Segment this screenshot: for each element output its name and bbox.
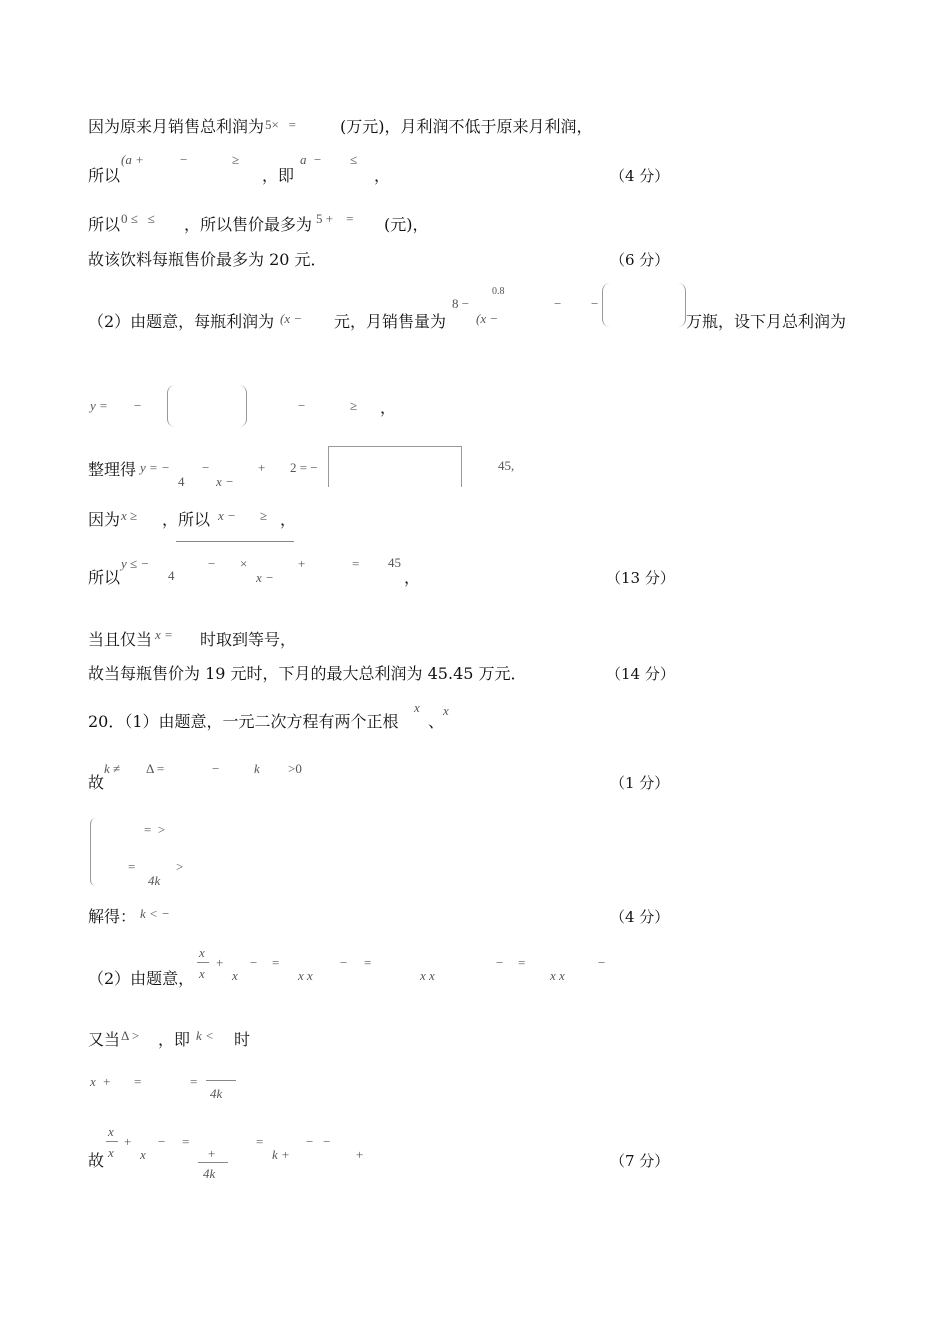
math-expression: x + [90,1074,112,1089]
math-expression: − [591,296,599,311]
text-line: 所以 [88,166,121,185]
text-line: 故 [88,1151,105,1170]
text-line: (万元)，月利润不低于原来月利润， [340,117,593,136]
score-mark: （13 分） [606,569,675,587]
text-line: 所以 [88,215,121,234]
math-expression: x [199,945,205,960]
math-expression: > [176,859,184,874]
math-expression: = [518,955,526,970]
math-expression: x [108,1145,114,1160]
score-mark: （14 分） [606,665,675,683]
math-expression: 0 ≤ ≤ [121,211,155,226]
math-expression: 4 [178,474,185,489]
math-expression: − [212,761,220,776]
fraction-bar [197,962,209,963]
text-line: 万瓶，设下月总利润为 [686,312,847,331]
math-expression: 5× = [265,117,296,132]
math-expression: 5 + = [316,211,354,226]
text-line: 时取到等号， [200,630,297,649]
math-expression: − [134,398,142,413]
math-expression: x ≥ [121,508,138,523]
text-line: （2）由题意，每瓶利润为 [88,312,275,331]
math-expression: = [272,955,280,970]
math-expression: x [108,1124,114,1139]
math-expression: x x [550,968,565,983]
math-expression: = [256,1134,264,1149]
math-expression: (x − [476,311,499,326]
math-expression: − [250,955,258,970]
math-expression: x [140,1147,146,1162]
text-line: (元)， [384,215,429,234]
math-expression: k + [272,1147,290,1162]
math-expression: 0.8 [492,286,505,297]
math-expression: ≤ [350,152,358,167]
text-line: ，即 [262,166,295,185]
math-expression: x x [420,968,435,983]
text-line: 因为 [88,510,121,529]
score-mark: （4 分） [610,167,670,185]
math-expression: + [298,556,306,571]
math-expression: y = [90,398,108,413]
math-expression: k < − [140,906,170,921]
text-line: 所以 [88,568,121,587]
math-expression: x − [256,570,274,585]
math-expression: = [182,1134,190,1149]
text-line: ，即 [158,1030,191,1049]
text-line: ， [280,510,297,529]
math-expression: = > [144,822,166,837]
radical-bar [176,541,294,542]
math-expression: − [598,955,606,970]
fraction-bar [206,1080,236,1081]
text-line: ，所以 [162,510,211,529]
score-mark: （6 分） [610,251,670,269]
math-expression: = [352,556,360,571]
math-expression: 45, [498,458,515,473]
math-expression: = [128,859,136,874]
math-expression: + [258,460,266,475]
math-expression: − [298,398,306,413]
math-expression: x [443,703,449,718]
math-expression: 2 = − [290,460,318,475]
math-expression: 8 − [452,296,470,311]
math-expression: >0 [288,761,302,776]
math-expression: (a + [121,152,144,167]
math-expression: y ≤ − [121,556,150,571]
math-expression: − [496,955,504,970]
text-line: 解得： [88,907,137,926]
math-expression: − − [306,1134,331,1149]
math-expression: x [199,966,205,981]
math-expression: − [554,296,562,311]
math-expression: = [190,1074,198,1089]
math-expression: x [232,968,238,983]
text-line: 、 [428,712,445,731]
math-expression: ≥ [350,398,358,413]
text-line: 元，月销售量为 [334,312,447,331]
text-line: ， [404,568,421,587]
text-line: （2）由题意， [88,969,195,988]
math-expression: (x − [280,311,303,326]
math-expression: 4k [148,873,161,888]
math-expression: x − [216,474,234,489]
math-expression: + [124,1134,132,1149]
score-mark: （1 分） [610,774,670,792]
text-line: 又当 [88,1030,121,1049]
text-line: 故 [88,773,105,792]
math-expression: y = − [140,460,170,475]
math-expression: ≥ [232,152,240,167]
math-expression: + [208,1146,216,1161]
math-expression: Δ = [146,761,165,776]
math-expression: x [414,700,420,715]
text-line: ， [380,398,397,417]
math-expression: + [356,1147,364,1162]
math-expression: 4k [203,1166,216,1181]
math-expression: − [180,152,188,167]
math-expression: x − [218,508,236,523]
math-expression: x = [155,627,173,642]
math-expression: k ≠ [104,761,121,776]
math-expression: k < [196,1028,214,1043]
text-line: 时 [234,1030,251,1049]
math-expression: − [158,1134,166,1149]
math-expression: − [202,460,210,475]
math-expression: x x [298,968,313,983]
math-expression: ≥ [260,508,268,523]
math-expression: 4 [168,568,175,583]
text-line: 20．（1）由题意，一元二次方程有两个正根 [88,712,399,731]
text-line: 整理得 [88,460,137,479]
math-expression: = [364,955,372,970]
math-expression: − [340,955,348,970]
fraction-bar [198,1162,228,1163]
math-expression: Δ > [121,1028,140,1043]
math-expression: − [208,556,216,571]
math-expression: 45 [388,555,401,570]
math-expression: a − [300,152,322,167]
bracket-pair [328,446,462,487]
fraction-bar [106,1141,118,1142]
score-mark: （4 分） [610,908,670,926]
text-line: ，所以售价最多为 [184,215,313,234]
text-line: 当且仅当 [88,630,153,649]
text-line: 故当每瓶售价为 19 元时，下月的最大总利润为 45.45 万元． [88,664,527,683]
bracket-pair [602,283,686,327]
math-expression: × [240,556,248,571]
text-line: 故该饮料每瓶售价最多为 20 元． [88,250,327,269]
bracket-pair [167,385,247,427]
text-line: 因为原来月销售总利润为 [88,117,265,136]
score-mark: （7 分） [610,1152,670,1170]
math-expression: + [216,955,224,970]
text-line: ， [374,166,391,185]
math-expression: 4k [210,1086,223,1101]
math-expression: = [134,1074,142,1089]
math-expression: k [254,761,260,776]
brace [90,818,97,886]
